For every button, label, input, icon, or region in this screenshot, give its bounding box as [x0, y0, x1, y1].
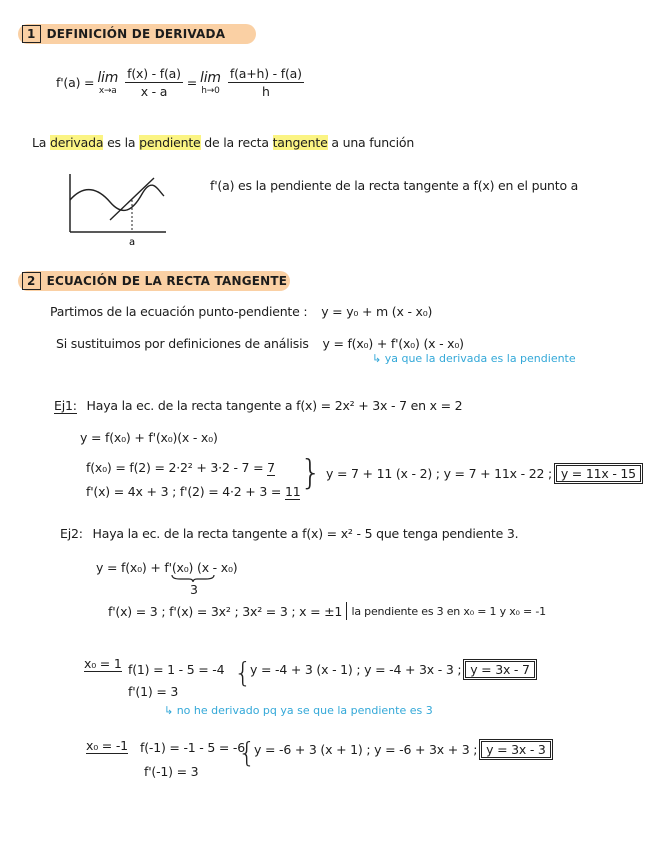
- sentence-part-3: de la recta: [200, 135, 273, 150]
- ej2-label: Ej2:: [60, 526, 83, 541]
- case2-result: [254, 742, 551, 757]
- ej1-statement: [54, 398, 462, 413]
- ej2-formula-a: y = f(x₀) +: [96, 560, 161, 575]
- fraction-2-den: h: [261, 84, 270, 99]
- case1-result: [250, 662, 535, 677]
- graph-point-label: a: [129, 237, 136, 248]
- section-1-number: 1: [22, 25, 41, 43]
- ej2-statement-text: Haya la ec. de la recta tangente a f(x) = x² - 5 que tenga pendiente 3.: [92, 526, 519, 541]
- ej2-condition-equation: f'(x) = 3 ; f'(x) = 3x² ; 3x² = 3 ; x = ±1: [108, 603, 343, 619]
- section-1-title: [22, 24, 225, 44]
- ej2-brace-value: 3: [190, 582, 198, 597]
- case1-f: f(1) = 1 - 5 = -4: [128, 662, 225, 677]
- limit-2: [200, 70, 221, 96]
- ej1-result-steps: y = 7 + 11 (x - 2) ; y = 7 + 11x - 22 ;: [326, 466, 553, 481]
- ej1-fp-line: [86, 484, 300, 499]
- case1-result-steps: y = -4 + 3 (x - 1) ; y = -4 + 3x - 3 ;: [250, 662, 462, 677]
- case2-result-box: y = 3x - 3: [481, 741, 551, 758]
- limit-1: [97, 70, 118, 96]
- point-slope-equation: y = y₀ + m (x - x₀): [321, 304, 433, 319]
- derivative-definition: [56, 66, 308, 99]
- case2-fp: f'(-1) = 3: [144, 764, 199, 779]
- case2-f: f(-1) = -1 - 5 = -6: [140, 740, 245, 755]
- case1-fp: f'(1) = 3: [128, 684, 179, 699]
- substitution-label: Si sustituimos por definiciones de análisis: [56, 336, 309, 351]
- sentence-part-2: es la: [103, 135, 140, 150]
- ej2-statement: [60, 526, 518, 541]
- ej2-condition-note: la pendiente es 3 en x₀ = 1 y x₀ = -1: [351, 604, 546, 618]
- fraction-1: [125, 66, 183, 99]
- fraction-2: [228, 66, 304, 99]
- ej1-result-box: y = 11x - 15: [556, 465, 641, 482]
- point-slope-label: Partimos de la ecuación punto-pendiente :: [50, 304, 308, 319]
- ej2-condition: [108, 602, 546, 620]
- sentence-highlight-derivada: derivada: [50, 135, 104, 150]
- ej1-statement-text: Haya la ec. de la recta tangente a f(x) = 2x² + 3x - 7 en x = 2: [86, 398, 463, 413]
- graph-caption: f'(a) es la pendiente de la recta tangente a f(x) en el punto a: [210, 178, 579, 193]
- tangent-graph-sketch: [62, 170, 172, 250]
- limit-2-sub: h→0: [201, 85, 220, 96]
- limit-1-sub: x→a: [98, 85, 117, 96]
- ej1-brace: }: [300, 453, 322, 493]
- ej1-f-expression: f(x₀) = f(2) = 2·2² + 3·2 - 7 =: [86, 460, 264, 475]
- ej1-result: [326, 466, 641, 481]
- ej1-fp-expression: f'(x) = 4x + 3 ; f'(2) = 4·2 + 3 =: [86, 484, 282, 499]
- tangent-sentence: [32, 135, 414, 150]
- equals-sign: =: [186, 75, 198, 90]
- case1-label: [84, 656, 122, 671]
- case1-note: ↳ no he derivado pq ya se que la pendiente es 3: [164, 704, 433, 717]
- ej2-formula: [96, 560, 237, 575]
- substitution-equation: y = f(x₀) + f'(x₀) (x - x₀): [322, 336, 464, 351]
- ej1-f-value: 7: [267, 460, 275, 475]
- fraction-1-den: x - a: [140, 84, 168, 99]
- fraction-1-num: f(x) - f(a): [127, 66, 181, 81]
- case2-label: [86, 738, 128, 753]
- point-slope-line: [50, 304, 432, 319]
- limit-1-word: lim: [97, 69, 119, 86]
- case2-result-steps: y = -6 + 3 (x + 1) ; y = -6 + 3x + 3 ;: [254, 742, 478, 757]
- ej2-formula-fp: f'(x₀): [164, 560, 194, 575]
- sentence-part-4: a una función: [327, 135, 415, 150]
- ej1-label: Ej1:: [54, 398, 77, 413]
- limit-2-word: lim: [200, 69, 221, 86]
- sentence-highlight-tangente: tangente: [272, 135, 328, 150]
- graph-curve: [70, 185, 164, 210]
- sentence-part-1: La: [32, 135, 50, 150]
- section-2-number: 2: [22, 272, 41, 290]
- section-2-title-text: ECUACIÓN DE LA RECTA TANGENTE: [46, 274, 288, 288]
- ej2-formula-b: (x - x₀): [197, 560, 238, 575]
- substitution-line: [56, 336, 464, 351]
- sentence-highlight-pendiente: pendiente: [139, 135, 201, 150]
- derivative-slope-note: ↳ ya que la derivada es la pendiente: [372, 352, 576, 365]
- ej2-condition-bar: [346, 602, 347, 620]
- section-1-title-text: DEFINICIÓN DE DERIVADA: [46, 27, 226, 41]
- case2-brace: {: [238, 736, 256, 769]
- ej1-fp-value: 11: [284, 484, 301, 499]
- fraction-2-num: f(a+h) - f(a): [229, 66, 302, 81]
- section-2-title: [22, 271, 287, 291]
- case1-label-text: x₀ = 1: [84, 656, 122, 671]
- ej1-f-line: [86, 460, 275, 475]
- case1-result-box: y = 3x - 7: [465, 661, 535, 678]
- ej1-formula: y = f(x₀) + f'(x₀)(x - x₀): [80, 430, 218, 445]
- case2-label-text: x₀ = -1: [86, 738, 128, 753]
- case1-brace: {: [234, 656, 252, 689]
- definition-lhs: f'(a) =: [56, 75, 95, 90]
